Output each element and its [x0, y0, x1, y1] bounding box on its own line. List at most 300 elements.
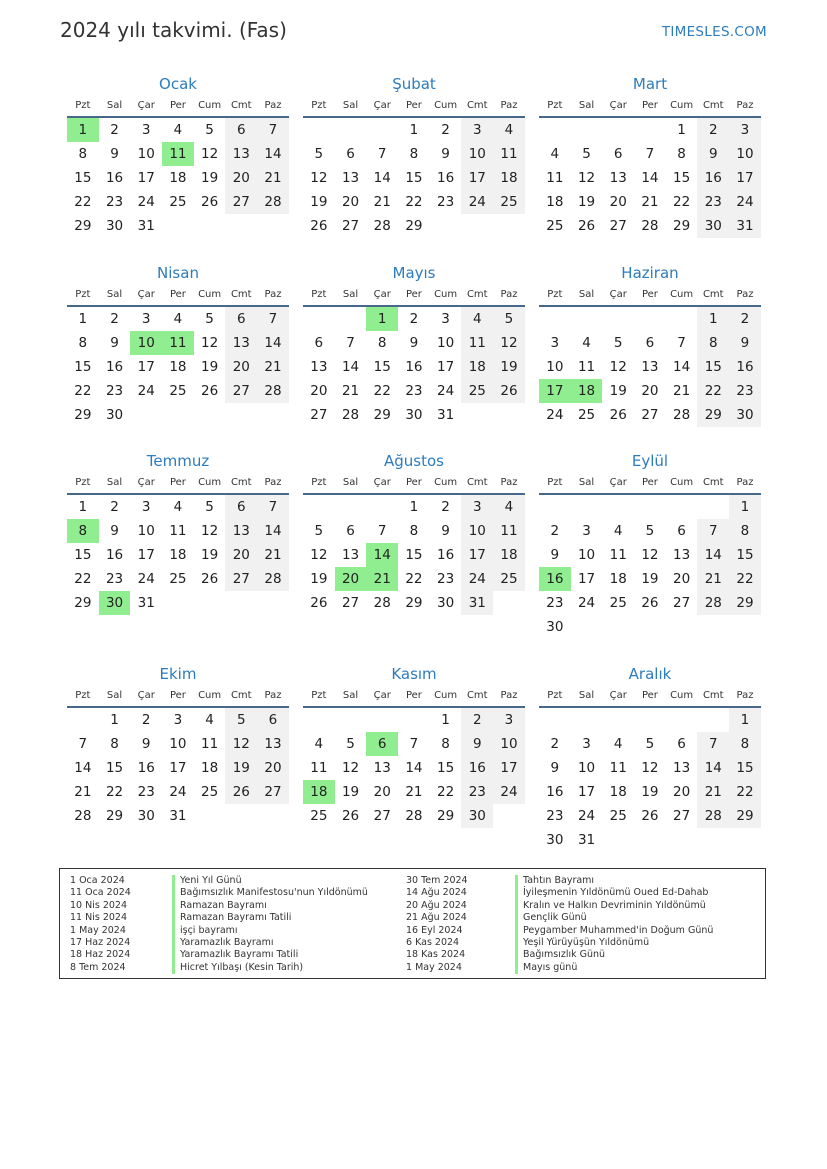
holiday-name: Gençlik Günü [515, 912, 713, 924]
holiday-name: Kralın ve Halkın Devriminin Yıldönümü [515, 900, 713, 912]
empty-cell [697, 495, 729, 519]
day-cell: 25 [609, 808, 627, 824]
day-cell: 27 [641, 407, 659, 423]
day-cell: 19 [577, 194, 596, 210]
day-cell: 12 [310, 170, 328, 186]
weekday-label: Çar [609, 289, 627, 300]
month-block [303, 662, 525, 828]
day-cell: 19 [201, 547, 219, 563]
weekday-label: Çar [373, 289, 391, 300]
weekday-label: Per [641, 690, 658, 701]
day-cell: 5 [645, 523, 655, 539]
day-cell: 24 [729, 190, 761, 214]
weekday-label: Paz [736, 477, 754, 488]
empty-cell [366, 708, 398, 732]
day-cell: 12 [641, 760, 659, 776]
day-cell: 1 [409, 122, 419, 138]
day-cell: 17 [729, 166, 761, 190]
day-cell: 20 [225, 543, 257, 567]
empty-cell [666, 495, 698, 519]
day-cell: 19 [641, 571, 659, 587]
weekday-label: Çar [609, 477, 627, 488]
day-cell: 1 [441, 712, 450, 728]
day-cell: 1 [729, 495, 761, 519]
weekday-label: Paz [736, 690, 754, 701]
day-cell: 21 [74, 784, 92, 800]
day-cell: 29 [74, 218, 92, 234]
day-cell: 22 [74, 571, 92, 587]
holiday-day-cell: 11 [162, 142, 194, 166]
day-cell: 28 [257, 190, 289, 214]
day-cell: 3 [141, 311, 151, 327]
day-cell: 14 [257, 331, 289, 355]
day-cell: 21 [341, 383, 360, 399]
day-cell: 31 [137, 218, 155, 234]
day-cell: 6 [257, 708, 289, 732]
weekday-label: Paz [500, 100, 518, 111]
day-cell: 8 [377, 335, 387, 351]
day-cell: 13 [673, 547, 691, 563]
weekday-header [303, 473, 525, 495]
weekday-label: Cmt [466, 690, 488, 701]
day-cell: 10 [729, 142, 761, 166]
day-cell: 13 [225, 142, 257, 166]
day-cell: 9 [697, 142, 729, 166]
weekday-label: Cmt [702, 289, 724, 300]
weekday-label: Cum [670, 289, 694, 300]
day-cell: 10 [546, 359, 564, 375]
holiday-date: 20 Ağu 2024 [406, 899, 467, 911]
day-cell: 20 [341, 194, 360, 210]
holiday-day-cell: 6 [366, 732, 398, 756]
day-cell: 4 [493, 118, 525, 142]
weekday-label: Per [405, 477, 422, 488]
day-cell: 22 [673, 194, 691, 210]
day-cell: 20 [641, 383, 659, 399]
day-cell: 8 [697, 331, 729, 355]
day-cell: 21 [673, 383, 691, 399]
day-cell: 30 [105, 407, 124, 423]
weekday-header [303, 96, 525, 118]
holiday-name: Yeşil Yürüyüşün Yıldönümü [515, 937, 713, 949]
month-block [539, 72, 761, 238]
weekday-label: Cum [670, 477, 694, 488]
day-cell: 22 [697, 379, 729, 403]
day-cell: 14 [341, 359, 360, 375]
day-grid [539, 307, 761, 427]
day-cell: 20 [225, 355, 257, 379]
day-cell: 14 [257, 142, 289, 166]
day-cell: 18 [201, 760, 219, 776]
day-cell: 5 [205, 499, 214, 515]
day-cell: 2 [461, 708, 493, 732]
weekday-label: Pzt [547, 100, 563, 111]
day-cell: 5 [346, 736, 355, 752]
day-cell: 3 [493, 708, 525, 732]
holiday-day-cell: 20 [335, 567, 367, 591]
day-cell: 19 [201, 170, 219, 186]
day-cell: 14 [373, 170, 391, 186]
holiday-name: Yaramazlık Bayramı [172, 937, 368, 949]
day-cell: 9 [110, 523, 119, 539]
day-cell: 12 [341, 760, 360, 776]
weekday-label: Cmt [702, 690, 724, 701]
day-cell: 25 [201, 784, 219, 800]
day-cell: 28 [74, 808, 92, 824]
day-cell: 3 [582, 523, 591, 539]
day-cell: 2 [110, 122, 119, 138]
day-cell: 29 [405, 218, 423, 234]
empty-cell [366, 118, 398, 142]
weekday-header [67, 285, 289, 307]
day-cell: 14 [697, 543, 729, 567]
month-name: Kasım [391, 665, 437, 683]
day-grid [67, 118, 289, 238]
day-cell: 26 [225, 780, 257, 804]
weekday-label: Paz [264, 477, 282, 488]
day-cell: 25 [493, 190, 525, 214]
brand-link[interactable]: TIMESLES.COM [661, 24, 767, 40]
day-cell: 7 [257, 118, 289, 142]
day-cell: 15 [373, 359, 391, 375]
weekday-label: Cum [434, 477, 458, 488]
empty-cell [303, 495, 335, 519]
day-cell: 17 [137, 547, 155, 563]
day-cell: 26 [493, 379, 525, 403]
month-block [67, 72, 289, 238]
day-cell: 10 [461, 519, 493, 543]
month-block [539, 261, 761, 427]
day-cell: 27 [341, 595, 360, 611]
day-cell: 29 [437, 808, 455, 824]
weekday-label: Pzt [547, 477, 563, 488]
holiday-name: Bağımsızlık Günü [515, 949, 713, 961]
day-cell: 1 [409, 499, 419, 515]
day-cell: 2 [441, 122, 450, 138]
day-cell: 8 [78, 335, 88, 351]
day-cell: 22 [729, 780, 761, 804]
day-cell: 24 [546, 407, 564, 423]
day-cell: 8 [729, 519, 761, 543]
day-cell: 28 [405, 808, 423, 824]
day-cell: 27 [609, 218, 627, 234]
empty-cell [303, 307, 335, 331]
day-cell: 21 [257, 355, 289, 379]
weekday-label: Per [641, 289, 658, 300]
holiday-day-cell: 17 [539, 379, 571, 403]
weekday-label: Çar [137, 289, 155, 300]
weekday-label: Paz [264, 100, 282, 111]
day-cell: 1 [697, 307, 729, 331]
day-cell: 25 [461, 379, 493, 403]
day-cell: 30 [729, 403, 761, 427]
day-cell: 24 [137, 194, 155, 210]
empty-cell [602, 118, 634, 142]
day-cell: 15 [105, 760, 124, 776]
holiday-date: 1 May 2024 [406, 961, 462, 973]
day-cell: 6 [677, 523, 686, 539]
weekday-label: Pzt [311, 690, 327, 701]
empty-cell [539, 495, 571, 519]
day-cell: 23 [137, 784, 155, 800]
day-cell: 31 [137, 595, 155, 611]
day-cell: 24 [137, 571, 155, 587]
day-cell: 11 [310, 760, 328, 776]
day-cell: 28 [673, 407, 691, 423]
empty-cell [303, 708, 335, 732]
day-cell: 26 [577, 218, 596, 234]
day-cell: 29 [697, 403, 729, 427]
day-cell: 5 [205, 122, 214, 138]
day-cell: 23 [105, 571, 124, 587]
weekday-label: Çar [373, 690, 391, 701]
day-cell: 9 [141, 736, 151, 752]
day-grid [303, 307, 525, 427]
month-name: Eylül [631, 452, 669, 470]
empty-cell [335, 118, 367, 142]
empty-cell [366, 495, 398, 519]
day-cell: 28 [341, 407, 360, 423]
empty-cell [634, 495, 666, 519]
day-cell: 16 [437, 547, 455, 563]
empty-cell [602, 495, 634, 519]
month-name: Mayıs [392, 264, 436, 282]
month-block [539, 662, 761, 852]
weekday-label: Per [169, 477, 186, 488]
day-cell: 22 [74, 194, 92, 210]
weekday-header [539, 285, 761, 307]
weekday-label: Cmt [230, 477, 252, 488]
day-cell: 24 [437, 383, 455, 399]
day-cell: 1 [110, 712, 119, 728]
weekday-label: Sal [106, 100, 123, 111]
day-cell: 27 [225, 567, 257, 591]
day-cell: 30 [697, 214, 729, 238]
day-cell: 12 [201, 523, 219, 539]
day-cell: 7 [409, 736, 419, 752]
day-cell: 10 [493, 732, 525, 756]
weekday-label: Per [169, 100, 186, 111]
holiday-date: 17 Haz 2024 [70, 936, 131, 948]
weekday-label: Çar [373, 477, 391, 488]
weekday-label: Çar [137, 477, 155, 488]
day-cell: 27 [673, 595, 691, 611]
month-block [67, 662, 289, 828]
empty-cell [398, 708, 430, 732]
day-cell: 24 [461, 190, 493, 214]
day-cell: 8 [677, 146, 686, 162]
day-cell: 14 [697, 756, 729, 780]
day-cell: 27 [373, 808, 391, 824]
day-cell: 27 [341, 218, 360, 234]
weekday-label: Cum [434, 690, 458, 701]
day-cell: 21 [641, 194, 659, 210]
holiday-date: 10 Nis 2024 [70, 899, 127, 911]
day-cell: 8 [441, 736, 450, 752]
day-cell: 13 [673, 760, 691, 776]
day-cell: 2 [550, 523, 560, 539]
day-cell: 16 [105, 547, 124, 563]
day-cell: 16 [697, 166, 729, 190]
day-cell: 22 [74, 383, 92, 399]
day-cell: 22 [729, 567, 761, 591]
weekday-label: Paz [736, 100, 754, 111]
day-cell: 10 [577, 760, 596, 776]
month-block [539, 449, 761, 639]
day-cell: 2 [441, 499, 450, 515]
day-cell: 16 [729, 355, 761, 379]
weekday-label: Pzt [75, 289, 91, 300]
empty-cell [539, 307, 571, 331]
day-cell: 7 [697, 519, 729, 543]
day-cell: 16 [461, 756, 493, 780]
day-grid [539, 708, 761, 852]
empty-cell [571, 307, 603, 331]
day-cell: 14 [405, 760, 423, 776]
day-cell: 2 [729, 307, 761, 331]
day-cell: 15 [697, 355, 729, 379]
day-cell: 1 [78, 499, 88, 515]
day-grid [539, 118, 761, 238]
weekday-label: Per [405, 690, 422, 701]
day-cell: 3 [173, 712, 183, 728]
holiday-date: 1 May 2024 [70, 924, 126, 936]
empty-cell [335, 708, 367, 732]
day-cell: 9 [110, 335, 119, 351]
day-cell: 21 [257, 166, 289, 190]
day-cell: 25 [310, 808, 328, 824]
weekday-label: Per [405, 289, 422, 300]
day-cell: 26 [609, 407, 627, 423]
month-block [67, 449, 289, 615]
day-cell: 11 [169, 523, 187, 539]
empty-cell [634, 118, 666, 142]
weekday-header [67, 473, 289, 495]
day-cell: 6 [225, 495, 257, 519]
day-cell: 2 [550, 736, 560, 752]
weekday-label: Çar [137, 690, 155, 701]
empty-cell [666, 307, 698, 331]
day-cell: 8 [729, 732, 761, 756]
day-cell: 11 [577, 359, 596, 375]
weekday-label: Cmt [466, 289, 488, 300]
day-cell: 24 [137, 383, 155, 399]
day-cell: 28 [697, 591, 729, 615]
day-cell: 3 [441, 311, 450, 327]
holiday-date: 14 Ağu 2024 [406, 887, 467, 899]
day-cell: 5 [314, 523, 324, 539]
day-cell: 15 [74, 170, 92, 186]
day-cell: 15 [729, 756, 761, 780]
holiday-name: Tahtın Bayramı [515, 875, 713, 887]
holiday-name: Ramazan Bayramı [172, 900, 368, 912]
month-name: Ağustos [384, 452, 444, 470]
month-block [67, 261, 289, 427]
holiday-names-col-2 [515, 875, 713, 974]
day-cell: 26 [641, 808, 659, 824]
weekday-label: Cum [434, 100, 458, 111]
day-cell: 12 [201, 146, 219, 162]
day-cell: 8 [110, 736, 119, 752]
day-cell: 28 [257, 567, 289, 591]
empty-cell [571, 118, 603, 142]
day-cell: 30 [137, 808, 155, 824]
day-cell: 26 [641, 595, 659, 611]
holiday-name: işçi bayramı [172, 925, 368, 937]
day-cell: 22 [405, 571, 423, 587]
day-cell: 13 [225, 331, 257, 355]
weekday-label: Paz [500, 289, 518, 300]
day-cell: 25 [609, 595, 627, 611]
day-cell: 4 [173, 122, 183, 138]
day-cell: 7 [346, 335, 355, 351]
holiday-day-cell: 21 [366, 567, 398, 591]
holiday-date: 11 Nis 2024 [70, 912, 127, 924]
day-cell: 30 [546, 619, 564, 635]
holiday-name: Ramazan Bayramı Tatili [172, 912, 368, 924]
day-cell: 8 [78, 146, 88, 162]
holiday-day-cell: 30 [99, 591, 131, 615]
day-cell: 11 [609, 547, 627, 563]
day-cell: 4 [493, 495, 525, 519]
holiday-name: Peygamber Muhammed'in Doğum Günü [515, 925, 713, 937]
day-cell: 3 [461, 495, 493, 519]
day-cell: 22 [373, 383, 391, 399]
day-cell: 22 [105, 784, 124, 800]
holiday-date: 6 Kas 2024 [406, 936, 460, 948]
day-cell: 10 [577, 547, 596, 563]
day-cell: 6 [225, 307, 257, 331]
day-cell: 18 [461, 355, 493, 379]
day-cell: 31 [437, 407, 455, 423]
day-cell: 26 [310, 595, 328, 611]
day-cell: 18 [169, 359, 187, 375]
day-cell: 20 [225, 166, 257, 190]
day-cell: 11 [493, 142, 525, 166]
day-cell: 9 [461, 732, 493, 756]
day-cell: 20 [257, 756, 289, 780]
day-cell: 31 [729, 214, 761, 238]
day-cell: 5 [493, 307, 525, 331]
holiday-date: 21 Ağu 2024 [406, 912, 467, 924]
holiday-date: 8 Tem 2024 [70, 961, 126, 973]
day-cell: 12 [225, 732, 257, 756]
day-grid [303, 118, 525, 238]
weekday-label: Çar [137, 100, 155, 111]
day-cell: 8 [409, 523, 419, 539]
weekday-label: Pzt [547, 289, 563, 300]
day-cell: 18 [609, 784, 627, 800]
day-cell: 23 [405, 383, 423, 399]
day-cell: 26 [201, 194, 219, 210]
day-cell: 15 [405, 547, 423, 563]
empty-cell [602, 307, 634, 331]
day-cell: 10 [461, 142, 493, 166]
day-cell: 17 [461, 166, 493, 190]
day-cell: 17 [577, 571, 596, 587]
day-cell: 21 [405, 784, 423, 800]
day-cell: 21 [373, 194, 391, 210]
holiday-date: 30 Tem 2024 [406, 875, 468, 886]
month-block [303, 449, 525, 615]
day-cell: 23 [697, 190, 729, 214]
day-cell: 9 [550, 760, 560, 776]
weekday-label: Pzt [75, 690, 91, 701]
holiday-day-cell: 1 [366, 307, 398, 331]
weekday-label: Paz [264, 289, 282, 300]
day-cell: 9 [409, 335, 419, 351]
holiday-date: 16 Eyl 2024 [406, 924, 463, 936]
